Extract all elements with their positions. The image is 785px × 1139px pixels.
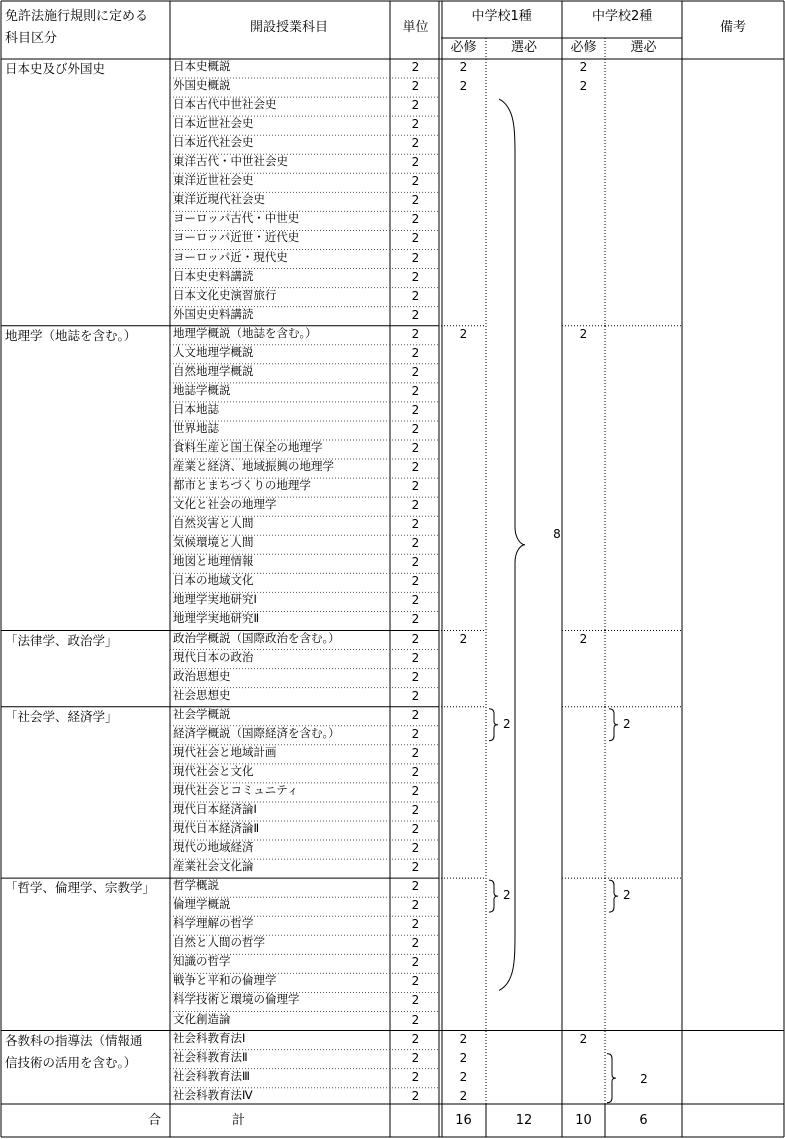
subject-units: 2 [411,917,420,932]
subject-units: 2 [411,612,420,627]
subject-name: 産業と経済、地域振興の地理学 [173,459,334,474]
subject-units: 2 [411,993,420,1008]
subject-name: 世界地誌 [173,420,219,435]
subject-units: 2 [411,974,420,989]
subject-name: 現代の地域経済 [173,840,254,855]
subject-name: 現代社会と文化 [173,763,254,778]
subject-header: 開設授業科目 [250,20,329,35]
subject-name: 地誌学概説 [173,382,231,397]
subject-units: 2 [411,136,420,151]
jh1-elective-total: 8 [553,527,561,541]
subject-name: 現代社会とコミュニティ [173,782,299,797]
total-label-a: 合 [148,1113,162,1128]
subject-name: 日本の地域文化 [173,573,254,588]
jh2-required-value: 2 [579,79,588,94]
subject-name: 知識の哲学 [173,954,231,969]
subject-name: 外国史概説 [173,78,231,93]
total-jh2-required: 10 [575,1113,592,1128]
category-label: 各教科の指導法（情報通 [5,1032,143,1048]
subject-units: 2 [411,879,420,894]
subject-name: 科学理解の哲学 [173,916,254,931]
jh2-sociology-elective: 2 [623,716,631,731]
subject-units: 2 [411,1069,420,1084]
subject-name: 文化と社会の地理学 [173,497,277,512]
jh1-required-value: 2 [459,1031,468,1046]
subject-name: 文化創造論 [173,1011,231,1026]
category-label: 地理学（地誌を含む。） [5,327,137,343]
total-jh1-required: 16 [455,1113,472,1128]
remarks-header: 備考 [719,20,746,35]
subject-name: 社会科教育法Ⅳ [173,1087,253,1102]
subject-name: 日本史概説 [173,59,231,73]
category-label: 「法律学、政治学」 [5,632,118,648]
subject-name: 戦争と平和の倫理学 [173,973,277,988]
jh2-teaching-elective: 2 [640,1071,648,1086]
subject-name: 自然地理学概説 [173,363,254,378]
subject-name: 地図と地理情報 [173,554,254,569]
subject-units: 2 [411,898,420,913]
subject-units: 2 [411,498,420,513]
subject-name: 倫理学概説 [173,897,231,912]
subject-units: 2 [411,212,420,227]
subject-name: 人文地理学概説 [173,344,254,359]
jh1-sociology-brace [489,709,498,741]
subject-name: 東洋古代・中世社会史 [173,154,288,169]
jh1-required-value: 2 [459,1088,468,1103]
jh1-elective-header: 選必 [510,40,537,55]
jh1-required-value: 2 [459,79,468,94]
subject-units: 2 [411,783,420,798]
subject-name: ヨーロッパ近・現代史 [173,249,288,264]
subject-name: 社会学概説 [173,706,231,721]
subject-units: 2 [411,479,420,494]
jh1-required-value: 2 [459,60,468,74]
subject-name: 社会科教育法Ⅰ [173,1030,246,1045]
subject-units: 2 [411,707,420,722]
subject-units: 2 [411,745,420,760]
subject-name: 政治思想史 [173,668,231,683]
jh1-sociology-elective: 2 [503,716,511,731]
subject-name: 日本近代社会史 [173,135,254,150]
subject-units: 2 [411,155,420,170]
subject-name: ヨーロッパ近世・近代史 [173,230,300,245]
subject-units: 2 [411,460,420,475]
subject-name: 現代日本の政治 [173,649,254,664]
total-jh2-elective: 6 [639,1113,648,1128]
subject-units: 2 [411,441,420,455]
category-header: 免許法施行規則に定める [5,9,149,24]
subject-name: 東洋近世社会史 [173,173,254,188]
subject-units: 2 [411,841,420,856]
subject-name: 社会科教育法Ⅱ [173,1049,248,1064]
subject-name: 地理学実地研究Ⅱ [173,611,260,626]
jh1-required-value: 2 [459,631,468,646]
subject-units: 2 [411,364,420,379]
subject-units: 2 [411,326,420,341]
total-jh1-elective: 12 [515,1113,533,1128]
subject-units: 2 [411,631,420,646]
subject-units: 2 [411,860,420,875]
subject-units: 2 [411,231,420,246]
subject-units: 2 [411,193,420,208]
subject-name: 気候環境と人間 [173,535,254,550]
subject-units: 2 [411,650,420,665]
category-label: 信技術の活用を含む。） [5,1054,137,1070]
subject-name: 現代日本経済論Ⅰ [173,801,257,816]
subject-units: 2 [411,402,420,417]
jh1-elective-big-brace [499,99,525,990]
jh1-required-value: 2 [459,326,468,341]
subject-name: 社会科教育法Ⅲ [173,1068,250,1083]
subject-units: 2 [411,669,420,684]
jh2-philosophy-brace [609,880,618,912]
subject-units: 2 [411,307,420,322]
subject-units: 2 [411,822,420,836]
jh2-required-value: 2 [579,631,588,646]
jh1-required-header: 必修 [450,40,477,55]
subject-name: 社会思想史 [173,687,231,702]
subject-units: 2 [411,345,420,360]
subject-units: 2 [411,60,420,74]
jh2-philosophy-elective: 2 [623,888,631,903]
subject-name: 日本史史料講読 [173,268,254,283]
category-label: 「哲学、倫理学、宗教学」 [5,880,156,896]
category-label: 「社会学、経済学」 [5,708,118,724]
subject-units: 2 [411,250,420,265]
subject-units: 2 [411,383,420,398]
subject-name: 経済学概説（国際経済を含む。） [173,725,340,740]
jh1-philosophy-elective: 2 [503,888,511,903]
subject-name: 日本近世社会史 [173,116,254,131]
jh1-required-value: 2 [459,1069,468,1084]
total-label-b: 計 [232,1113,246,1128]
jh2-sociology-brace [609,709,618,741]
jh2-required-value: 2 [579,1031,588,1046]
subject-name: 科学技術と環境の倫理学 [173,992,300,1007]
subject-units: 2 [411,1088,420,1103]
subject-units: 2 [411,174,420,189]
jh1-philosophy-brace [489,880,498,912]
category-header-line2: 科目区分 [5,31,58,46]
subject-name: 日本文化史演習旅行 [173,287,277,302]
subject-units: 2 [411,802,420,817]
jh2-header: 中学校2種 [592,9,653,24]
subject-units: 2 [411,593,420,608]
subject-name: 地理学実地研究Ⅰ [173,592,257,607]
subject-units: 2 [411,726,420,741]
subject-name: 現代社会と地域計画 [173,744,277,759]
category-label: 日本史及び外国史 [5,61,106,76]
subject-units: 2 [411,98,420,113]
subject-units: 2 [411,1050,420,1065]
subject-units: 2 [411,517,420,532]
subject-name: 都市とまちづくりの地理学 [173,478,311,493]
subject-name: 自然と人間の哲学 [173,935,265,950]
jh2-required-value: 2 [579,60,588,74]
jh1-header: 中学校1種 [471,9,532,24]
subject-name: 食料生産と国土保全の地理学 [173,440,323,454]
subject-name: 政治学概説（国際政治を含む。） [173,630,340,645]
subject-name: 自然災害と人間 [173,516,254,531]
subject-units: 2 [411,688,420,703]
subject-name: 地理学概説（地誌を含む。） [173,325,317,340]
subject-units: 2 [411,555,420,570]
subject-name: 東洋近現代社会史 [173,192,265,207]
subject-units: 2 [411,79,420,94]
jh2-required-header: 必修 [570,40,597,55]
subject-units: 2 [411,574,420,589]
subject-units: 2 [411,764,420,779]
jh2-required-value: 2 [579,326,588,341]
subject-name: ヨーロッパ古代・中世史 [173,211,300,226]
subject-units: 2 [411,1031,420,1046]
subject-name: 現代日本経済論Ⅱ [173,821,260,835]
subject-name: 日本古代中世社会史 [173,97,277,112]
subject-name: 日本地誌 [173,401,219,416]
subject-units: 2 [411,117,420,132]
subject-units: 2 [411,955,420,970]
jh1-required-value: 2 [459,1050,468,1065]
subject-units: 2 [411,536,420,551]
units-header: 単位 [402,20,429,35]
subject-units: 2 [411,421,420,436]
subject-name: 産業社会文化論 [173,859,254,874]
subject-units: 2 [411,936,420,951]
jh2-elective-header: 選必 [630,40,657,55]
subject-units: 2 [411,288,420,303]
subject-units: 2 [411,269,420,284]
subject-name: 哲学概説 [173,878,219,893]
subject-name: 外国史史料講読 [173,306,254,321]
subject-units: 2 [411,1012,420,1027]
